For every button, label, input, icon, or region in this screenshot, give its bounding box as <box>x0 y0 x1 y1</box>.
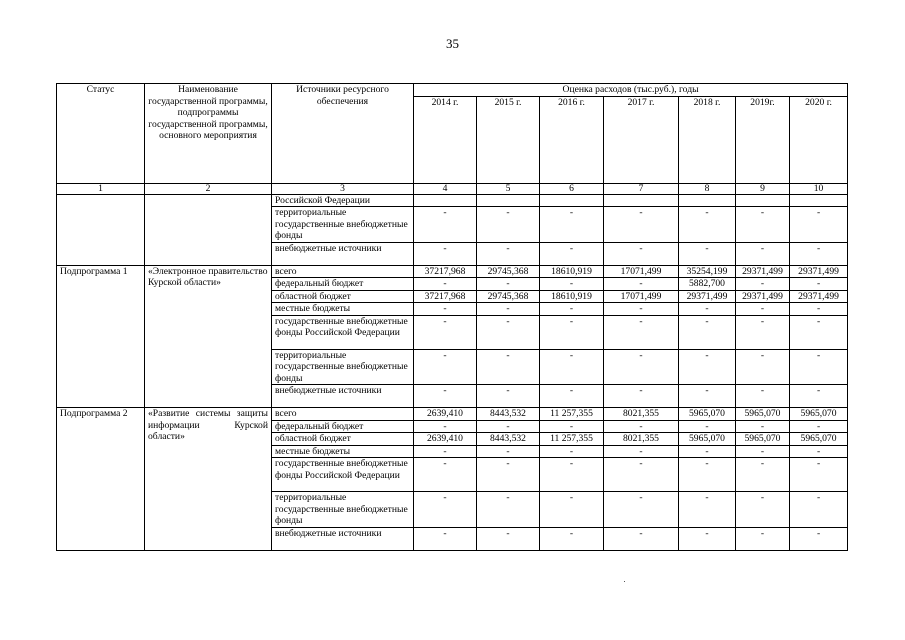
header-year: 2017 г. <box>604 96 679 183</box>
value-cell: - <box>414 458 477 492</box>
source-cell: государственные внебюджетные фонды Российской Федерации <box>272 458 414 492</box>
value-cell: - <box>679 458 736 492</box>
value-cell: 8443,532 <box>477 433 540 446</box>
source-cell: государственные внебюджетные фонды Российской Федерации <box>272 315 414 349</box>
value-cell: 5965,070 <box>679 408 736 421</box>
value-cell: - <box>604 492 679 528</box>
value-cell: - <box>540 420 604 433</box>
page-number: 35 <box>446 36 459 51</box>
source-cell: внебюджетные источники <box>272 385 414 408</box>
source-cell: территориальные государственные внебюджетные фонды <box>272 207 414 243</box>
source-cell: Российской Федерации <box>272 194 414 207</box>
value-cell: - <box>414 349 477 385</box>
value-cell: - <box>790 445 848 458</box>
value-cell: - <box>414 420 477 433</box>
value-cell: 37217,968 <box>414 265 477 278</box>
value-cell: - <box>790 385 848 408</box>
value-cell: - <box>736 445 790 458</box>
status-cell <box>57 194 145 265</box>
value-cell <box>604 194 679 207</box>
value-cell: - <box>736 207 790 243</box>
column-number: 6 <box>540 183 604 194</box>
value-cell: 5965,070 <box>790 433 848 446</box>
value-cell <box>790 194 848 207</box>
value-cell: - <box>477 303 540 316</box>
value-cell: - <box>414 315 477 349</box>
source-cell: федеральный бюджет <box>272 420 414 433</box>
value-cell: 5965,070 <box>790 408 848 421</box>
value-cell: - <box>790 420 848 433</box>
value-cell: - <box>604 207 679 243</box>
column-number: 2 <box>145 183 272 194</box>
value-cell: - <box>540 278 604 291</box>
value-cell: - <box>477 207 540 243</box>
header-year: 2018 г. <box>679 96 736 183</box>
column-number: 4 <box>414 183 477 194</box>
source-cell: областной бюджет <box>272 290 414 303</box>
value-cell: - <box>604 420 679 433</box>
value-cell: - <box>736 385 790 408</box>
value-cell: 5965,070 <box>679 433 736 446</box>
value-cell: 8021,355 <box>604 433 679 446</box>
value-cell: 5965,070 <box>736 433 790 446</box>
value-cell <box>736 194 790 207</box>
value-cell: - <box>679 207 736 243</box>
value-cell: - <box>604 385 679 408</box>
value-cell: - <box>604 278 679 291</box>
header-year: 2016 г. <box>540 96 604 183</box>
value-cell: - <box>604 242 679 265</box>
value-cell: - <box>477 420 540 433</box>
value-cell: 17071,499 <box>604 265 679 278</box>
header-year: 2015 г. <box>477 96 540 183</box>
header-status: Статус <box>57 84 145 184</box>
value-cell: - <box>477 527 540 550</box>
value-cell: - <box>790 349 848 385</box>
value-cell: 37217,968 <box>414 290 477 303</box>
status-cell: Подпрограмма 2 <box>57 408 145 551</box>
source-cell: местные бюджеты <box>272 303 414 316</box>
value-cell: - <box>414 242 477 265</box>
header-expenses: Оценка расходов (тыс.руб.), годы <box>414 84 848 97</box>
header-sources: Источники ресурсного обеспечения <box>272 84 414 184</box>
value-cell: 29371,499 <box>790 265 848 278</box>
value-cell: - <box>477 492 540 528</box>
value-cell: - <box>477 445 540 458</box>
value-cell: 2639,410 <box>414 408 477 421</box>
value-cell: - <box>679 420 736 433</box>
value-cell: - <box>540 207 604 243</box>
column-number: 1 <box>57 183 145 194</box>
value-cell: - <box>604 315 679 349</box>
value-cell: - <box>414 492 477 528</box>
value-cell: - <box>736 527 790 550</box>
value-cell: 18610,919 <box>540 290 604 303</box>
value-cell: - <box>477 315 540 349</box>
column-number: 9 <box>736 183 790 194</box>
value-cell: - <box>540 492 604 528</box>
value-cell: - <box>540 349 604 385</box>
value-cell <box>477 194 540 207</box>
value-cell: - <box>736 242 790 265</box>
value-cell: - <box>679 385 736 408</box>
value-cell: - <box>540 315 604 349</box>
value-cell <box>540 194 604 207</box>
value-cell: 17071,499 <box>604 290 679 303</box>
table-row <box>57 408 848 421</box>
value-cell: - <box>477 385 540 408</box>
source-cell: территориальные государственные внебюджетные фонды <box>272 349 414 385</box>
source-cell: всего <box>272 265 414 278</box>
value-cell: 2639,410 <box>414 433 477 446</box>
value-cell: - <box>679 492 736 528</box>
value-cell: - <box>604 458 679 492</box>
value-cell: - <box>477 278 540 291</box>
value-cell: - <box>790 303 848 316</box>
value-cell: 8021,355 <box>604 408 679 421</box>
table-row <box>57 194 848 207</box>
value-cell: - <box>414 527 477 550</box>
value-cell: 35254,199 <box>679 265 736 278</box>
value-cell: - <box>604 349 679 385</box>
status-cell: Подпрограмма 1 <box>57 265 145 408</box>
budget-table <box>56 83 848 551</box>
value-cell: 29371,499 <box>790 290 848 303</box>
value-cell: 8443,532 <box>477 408 540 421</box>
value-cell: 29745,368 <box>477 265 540 278</box>
value-cell: - <box>679 242 736 265</box>
value-cell: - <box>790 315 848 349</box>
scan-speck <box>624 581 625 582</box>
value-cell: - <box>736 315 790 349</box>
value-cell: - <box>604 445 679 458</box>
value-cell: - <box>477 349 540 385</box>
column-number: 8 <box>679 183 736 194</box>
value-cell: - <box>414 278 477 291</box>
value-cell: - <box>540 242 604 265</box>
value-cell: - <box>679 349 736 385</box>
source-cell: федеральный бюджет <box>272 278 414 291</box>
source-cell: областной бюджет <box>272 433 414 446</box>
value-cell: - <box>679 527 736 550</box>
source-cell: местные бюджеты <box>272 445 414 458</box>
value-cell: 29371,499 <box>736 265 790 278</box>
program-name-cell: «Электронное правительство Курской области» <box>145 265 272 408</box>
value-cell: - <box>736 303 790 316</box>
value-cell: - <box>790 207 848 243</box>
value-cell: 18610,919 <box>540 265 604 278</box>
program-name-cell: «Развитие системы защиты информации Курской области» <box>145 408 272 551</box>
value-cell: 29745,368 <box>477 290 540 303</box>
column-number: 5 <box>477 183 540 194</box>
header-year: 2020 г. <box>790 96 848 183</box>
value-cell: - <box>736 278 790 291</box>
value-cell: - <box>790 492 848 528</box>
value-cell: - <box>790 242 848 265</box>
source-cell: внебюджетные источники <box>272 527 414 550</box>
program-name-cell <box>145 194 272 265</box>
value-cell: - <box>604 303 679 316</box>
value-cell: 11 257,355 <box>540 408 604 421</box>
value-cell <box>679 194 736 207</box>
value-cell: 5882,700 <box>679 278 736 291</box>
value-cell: - <box>736 420 790 433</box>
column-number: 10 <box>790 183 848 194</box>
value-cell: - <box>679 303 736 316</box>
source-cell: внебюджетные источники <box>272 242 414 265</box>
value-cell: 11 257,355 <box>540 433 604 446</box>
value-cell: - <box>790 458 848 492</box>
value-cell: - <box>414 303 477 316</box>
value-cell: - <box>540 527 604 550</box>
value-cell: - <box>790 278 848 291</box>
value-cell: - <box>736 458 790 492</box>
value-cell: - <box>414 207 477 243</box>
value-cell: - <box>414 445 477 458</box>
source-cell: территориальные государственные внебюджетные фонды <box>272 492 414 528</box>
value-cell: - <box>736 349 790 385</box>
value-cell: - <box>540 458 604 492</box>
value-cell: - <box>540 303 604 316</box>
header-year: 2019г. <box>736 96 790 183</box>
value-cell <box>414 194 477 207</box>
header-program-name: Наименование государственной программы, подпрограммы государственной программы, основного мероприятия <box>145 84 272 184</box>
value-cell: 29371,499 <box>736 290 790 303</box>
value-cell: 5965,070 <box>736 408 790 421</box>
value-cell: - <box>679 315 736 349</box>
value-cell: - <box>414 385 477 408</box>
value-cell: - <box>604 527 679 550</box>
column-number: 7 <box>604 183 679 194</box>
value-cell: - <box>477 458 540 492</box>
value-cell: 29371,499 <box>679 290 736 303</box>
value-cell: - <box>540 385 604 408</box>
value-cell: - <box>540 445 604 458</box>
column-number-row <box>57 183 848 194</box>
value-cell: - <box>736 492 790 528</box>
column-number: 3 <box>272 183 414 194</box>
value-cell: - <box>477 242 540 265</box>
value-cell: - <box>790 527 848 550</box>
header-year: 2014 г. <box>414 96 477 183</box>
table-row <box>57 265 848 278</box>
value-cell: - <box>679 445 736 458</box>
source-cell: всего <box>272 408 414 421</box>
